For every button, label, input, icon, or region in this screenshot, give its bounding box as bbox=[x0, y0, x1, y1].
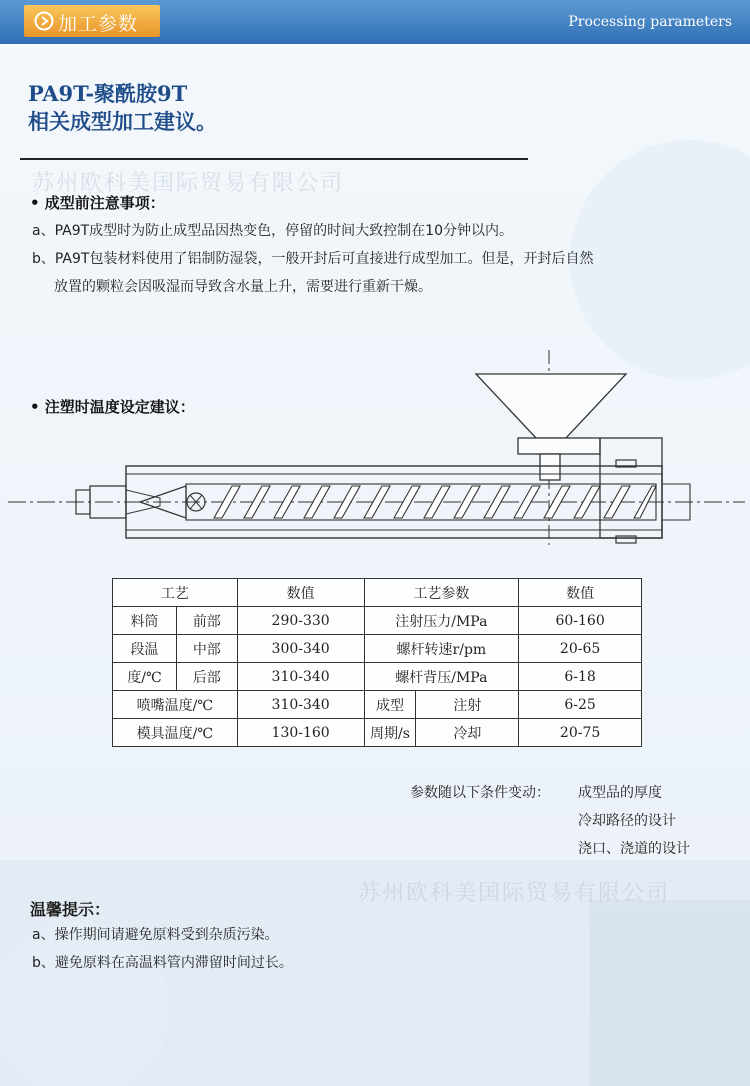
condition-item: 冷却路径的设计 bbox=[578, 813, 676, 829]
table-row bbox=[113, 607, 642, 635]
table-header-row bbox=[113, 579, 642, 607]
english-title: Processing parameters bbox=[568, 14, 732, 30]
condition-item: 浇口、浇道的设计 bbox=[578, 841, 690, 857]
front-label: 前部 bbox=[176, 607, 237, 635]
pre-molding-heading: • 成型前注意事项： bbox=[30, 194, 165, 212]
table-row bbox=[113, 663, 642, 691]
rear-value: 310-340 bbox=[237, 663, 364, 691]
nozzle-temp-label: 喷嘴温度/℃ bbox=[113, 691, 238, 719]
temperature-heading: • 注塑时温度设定建议： bbox=[30, 398, 195, 416]
barrel-label-1: 料筒 bbox=[113, 607, 177, 635]
cycle-label-2: 周期/s bbox=[364, 719, 416, 747]
tip-item-b: b、避免原料在高温料管内滞留时间过长。 bbox=[32, 955, 293, 971]
injection-time-label: 注射 bbox=[416, 691, 519, 719]
pre-molding-item-a: a、PA9T成型时为防止成型品因热变色，停留的时间大致控制在10分钟以内。 bbox=[32, 223, 513, 239]
cooling-time-value: 20-75 bbox=[519, 719, 642, 747]
pre-molding-item-b-line2: 放置的颗粒会因吸湿而导致含水量上升，需要进行重新干燥。 bbox=[54, 279, 432, 295]
barrel-label-2: 段温 bbox=[113, 635, 177, 663]
rear-label: 后部 bbox=[176, 663, 237, 691]
table-row bbox=[113, 635, 642, 663]
middle-label: 中部 bbox=[176, 635, 237, 663]
front-value: 290-330 bbox=[237, 607, 364, 635]
mold-temp-value: 130-160 bbox=[237, 719, 364, 747]
cooling-time-label: 冷却 bbox=[416, 719, 519, 747]
pre-molding-item-b-line1: b、PA9T包装材料使用了铝制防湿袋，一般开封后可直接进行成型加工。但是，开封后自然 bbox=[32, 251, 594, 267]
processing-parameters-table bbox=[112, 578, 642, 747]
tips-heading: 温馨提示： bbox=[30, 900, 111, 919]
back-pressure-label: 螺杆背压/MPa bbox=[364, 663, 519, 691]
barrel-label-3: 度/℃ bbox=[113, 663, 177, 691]
injection-pressure-value: 60-160 bbox=[519, 607, 642, 635]
injection-time-value: 6-25 bbox=[519, 691, 642, 719]
header-process: 工艺 bbox=[113, 579, 238, 607]
back-pressure-value: 6-18 bbox=[519, 663, 642, 691]
middle-value: 300-340 bbox=[237, 635, 364, 663]
header-value: 数值 bbox=[237, 579, 364, 607]
tip-item-a: a、操作期间请避免原料受到杂质污染。 bbox=[32, 927, 279, 943]
section-tab bbox=[24, 5, 160, 37]
table-row bbox=[113, 719, 642, 747]
condition-item: 成型品的厚度 bbox=[578, 785, 662, 801]
header-parameter: 工艺参数 bbox=[364, 579, 519, 607]
nozzle-temp-value: 310-340 bbox=[237, 691, 364, 719]
title-divider bbox=[20, 158, 528, 160]
injection-screw-diagram bbox=[0, 350, 750, 550]
table-row bbox=[113, 691, 642, 719]
page-title-line1: PA9T-聚酰胺9T bbox=[28, 81, 188, 106]
watermark-bottom: 苏州欧科美国际贸易有限公司 bbox=[358, 881, 671, 906]
cycle-label-1: 成型 bbox=[364, 691, 416, 719]
tab-label: 加工参数 bbox=[58, 13, 139, 35]
screw-speed-label: 螺杆转速r/pm bbox=[364, 635, 519, 663]
play-circle-icon bbox=[34, 11, 54, 31]
mold-temp-label: 模具温度/℃ bbox=[113, 719, 238, 747]
screw-speed-value: 20-65 bbox=[519, 635, 642, 663]
page-title-line2: 相关成型加工建议。 bbox=[28, 109, 217, 134]
injection-pressure-label: 注射压力/MPa bbox=[364, 607, 519, 635]
header-bar bbox=[0, 0, 750, 44]
conditions-label: 参数随以下条件变动： bbox=[410, 785, 550, 801]
header-value-2: 数值 bbox=[519, 579, 642, 607]
watermark-top: 苏州欧科美国际贸易有限公司 bbox=[32, 171, 345, 196]
